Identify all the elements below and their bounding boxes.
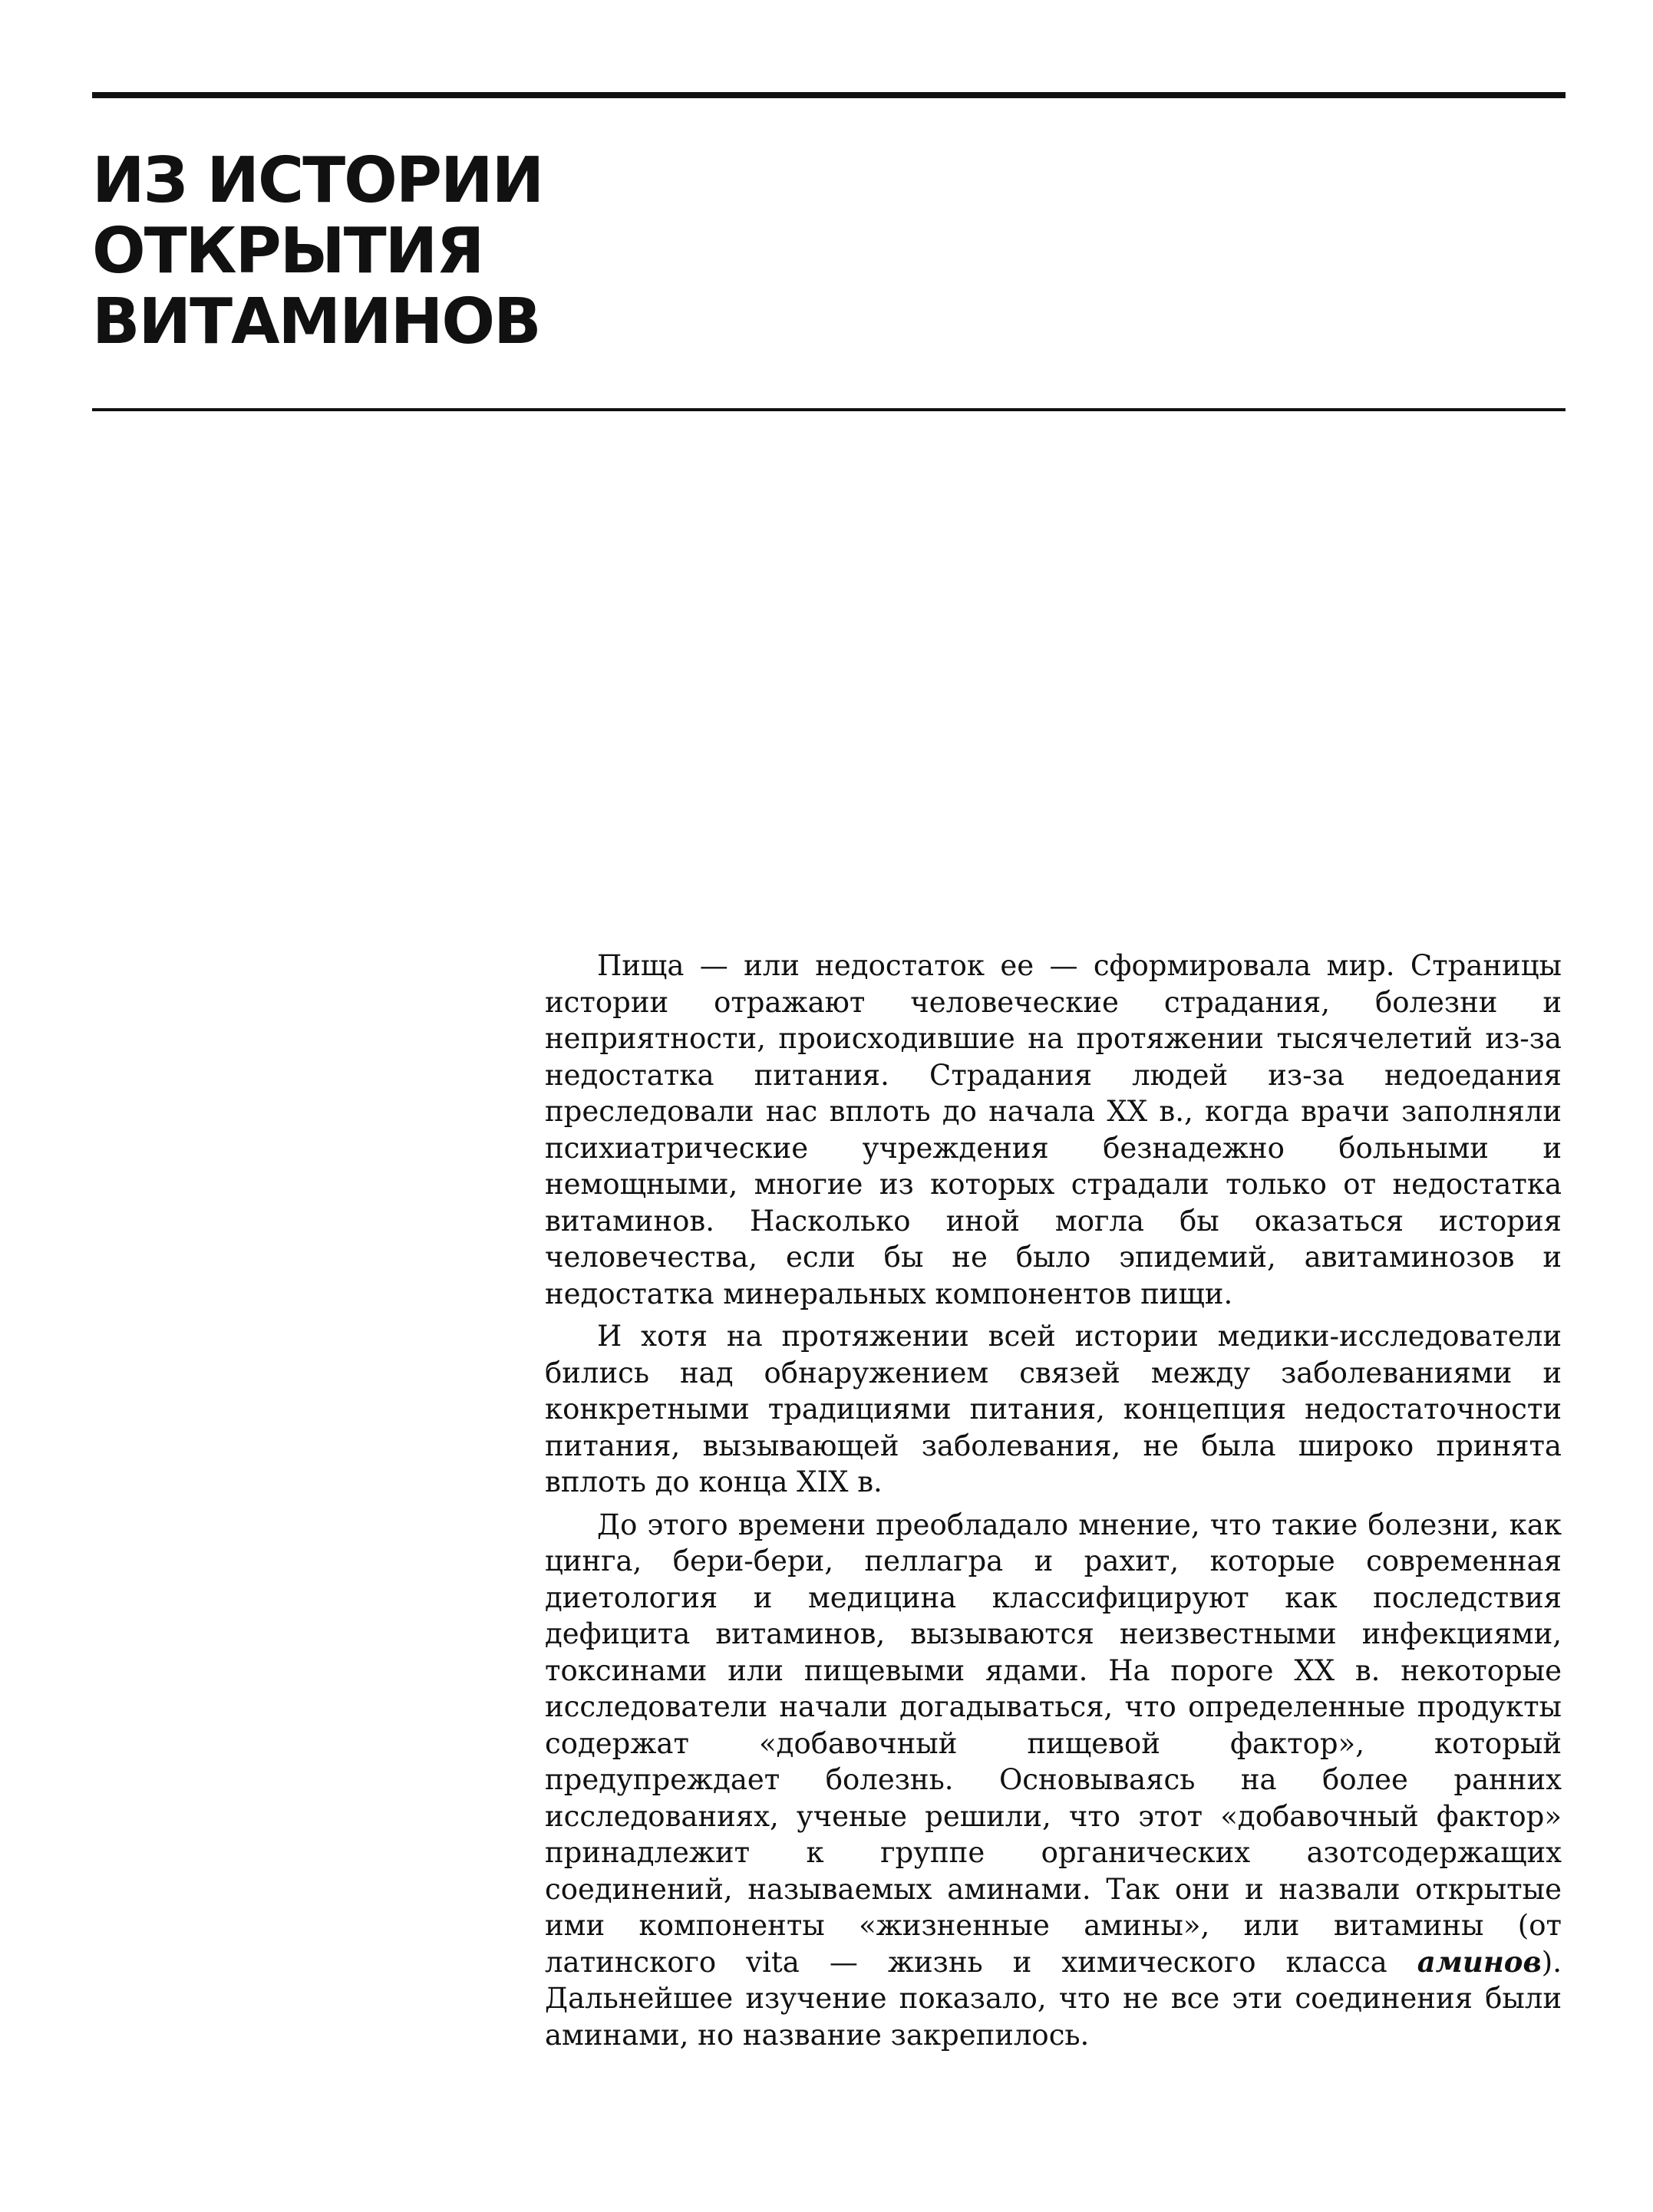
top-rule bbox=[92, 92, 1566, 98]
article-body bbox=[545, 948, 1562, 2059]
chapter-title-line-3: ВИТАМИНОВ bbox=[92, 285, 540, 358]
paragraph-3-emphasis: аминов bbox=[1417, 1944, 1542, 1979]
chapter-title-line-1: ИЗ ИСТОРИИ bbox=[92, 144, 543, 217]
paragraph-1: Пища — или недостаток ее — сформировала мир. Страницы истории отражают человеческие страдания, болезни и неприятности, происходившие на протяжении тысячелетий из-за недостатка питания. Страдания людей из-за недоедания преследовали нас вплоть до начала XX в., когда врачи заполняли психиатрические учреждения безнадежно больными и немощными, многие из которых страдали только от недостатка витаминов. Насколько иной могла бы оказаться история человечества, если бы не было эпидемий, авитаминозов и недостатка минеральных компонентов пищи. bbox=[545, 949, 1562, 1310]
paragraph-2: И хотя на протяжении всей истории медики-исследователи бились над обнаружением связей между заболеваниями и конкретными традициями питания, концепция недостаточности питания, вызывающей заболевания, не была широко принята вплоть до конца XIX в. bbox=[545, 1320, 1562, 1498]
paragraph-3 bbox=[545, 1507, 1562, 2054]
chapter-title bbox=[92, 146, 783, 358]
paragraph-3-text-end: ). Дальнейшее изучение показало, что не все эти соединения были аминами, но название закрепилось. bbox=[545, 1945, 1562, 2052]
chapter-title-line-2: ОТКРЫТИЯ bbox=[92, 215, 483, 288]
paragraph-3-text-start: До этого времени преобладало мнение, что такие болезни, как цинга, бери-бери, пеллагра и рахит, которые современная диетология и медицина классифицируют как последствия дефицита витаминов, вызываются неизвестными инфекциями, токсинами или пищевыми ядами. На пороге XX в. некоторые исследователи начали догадываться, что определенные продукты содержат «добавочный пищевой фактор», который предупреждает болезнь. Основываясь на более ранних исследованиях, ученые решили, что этот «добавочный фактор» принадлежит к группе органических азотсодержащих соединений, называемых аминами. Так они и назвали открытые ими компоненты «жизненные амины», или витамины (от латинского vita — жизнь и химического класса bbox=[545, 1508, 1562, 1979]
bottom-rule bbox=[92, 408, 1566, 411]
